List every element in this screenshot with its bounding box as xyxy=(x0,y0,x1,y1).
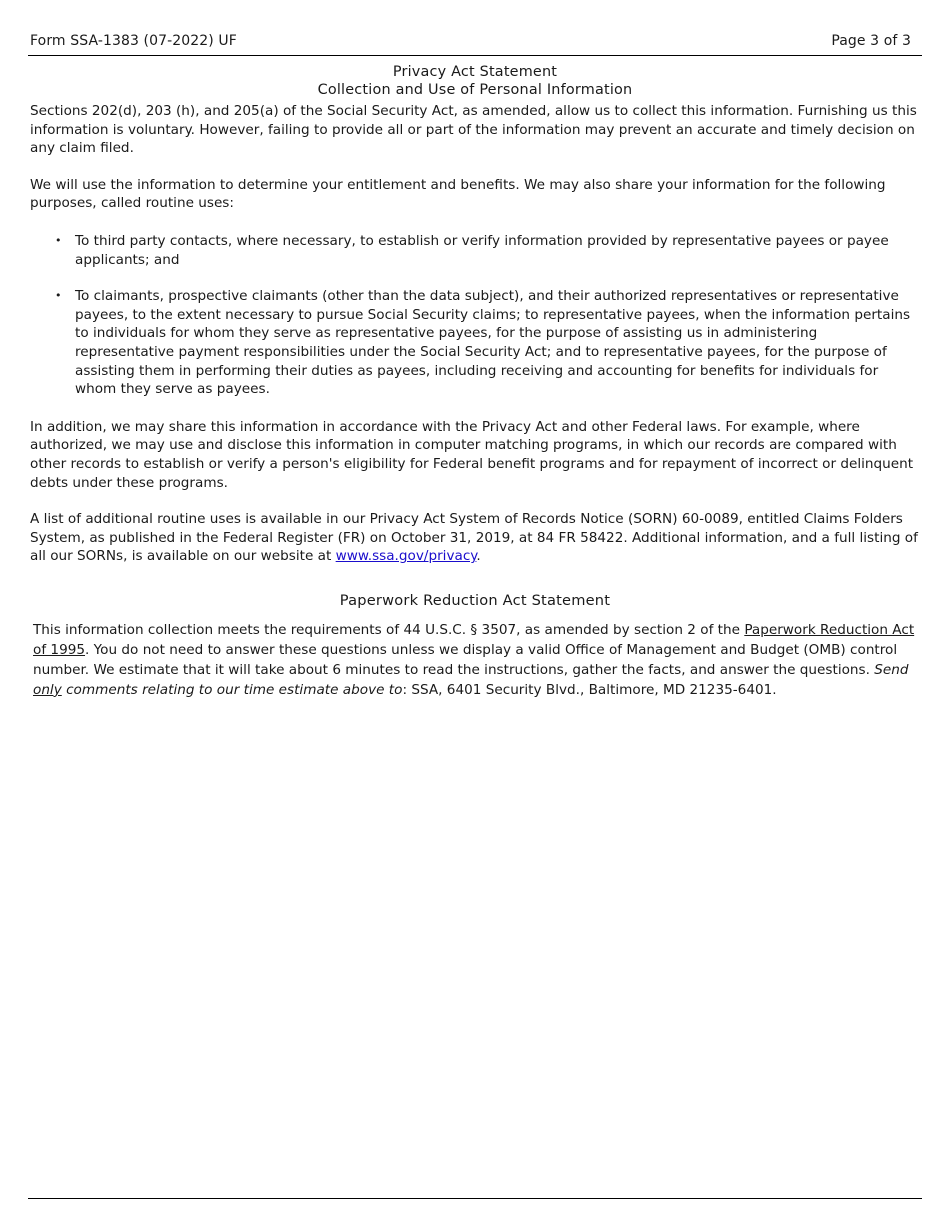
paperwork-reduction-title: Paperwork Reduction Act Statement xyxy=(339,591,611,609)
pra-comments-text: comments relating to our time estimate above to xyxy=(61,681,403,698)
privacy-paragraph-matching: In addition, we may share this information in accordance with the Privacy Act and other Federal laws. For example, where authorized, we may use and disclose this information in computer matching programs, in which our records are compared with other records to establish or verify a person's eligibility for Federal benefit programs and for repayment of incorrect or delinquent debts under these programs. xyxy=(30,418,914,491)
page-number: Page 3 of 3 xyxy=(831,33,911,49)
list-item xyxy=(30,232,920,269)
list-item xyxy=(30,287,920,399)
routine-use-text: To claimants, prospective claimants (other than the data subject), and their authorized representatives or representative payees, to the extent necessary to pursue Social Security claims; to representative payees, when the information pertains to individuals for whom they serve as representative payees, for the purpose of assisting us in administering representative payment responsibilities under the Social Security Act; and to representative payees, for the purpose of assisting them in performing their duties as payees, including receiving and accounting for benefits for individuals for whom they serve as payees. xyxy=(75,288,911,398)
paperwork-reduction-paragraph xyxy=(33,620,920,700)
pra-text-middle: . You do not need to answer these questions unless we display a valid Office of Management and Budget (OMB) control number. We estimate that it will take about 6 minutes to read the instructions, gather the facts, and answer the questions. xyxy=(33,641,898,678)
pra-act-reference: Paperwork Reduction Act of 1995 xyxy=(33,621,915,658)
footer-divider xyxy=(28,1198,922,1199)
privacy-act-title xyxy=(30,63,920,99)
sorn-text: A list of additional routine uses is available in our Privacy Act System of Records Notice (SORN) 60-0089, entitled Claims Folders System, as published in the Federal Register (FR) on October 31, 2019, at 84 FR 58422. Additional information, and a full listing of all our SORNs, is available on our website at xyxy=(30,511,918,565)
pra-only-text: only xyxy=(33,681,62,698)
privacy-paragraph-authority: Sections 202(d), 203 (h), and 205(a) of the Social Security Act, as amended, allow us to collect this information. Furnishing us this information is voluntary. However, failing to provide all or part of the information may prevent an accurate and timely decision on any claim filed. xyxy=(30,103,917,157)
bullet-icon: • xyxy=(55,233,62,247)
privacy-title-line1: Privacy Act Statement xyxy=(392,64,558,80)
privacy-website-link[interactable]: www.ssa.gov/privacy xyxy=(335,548,477,565)
document-body xyxy=(30,63,920,700)
pra-address: : SSA, 6401 Security Blvd., Baltimore, MD 21235-6401. xyxy=(402,681,777,698)
bullet-icon: • xyxy=(55,289,62,303)
pra-text-start: This information collection meets the requirements of 44 U.S.C. § 3507, as amended by section 2 of the xyxy=(33,621,745,638)
sorn-period: . xyxy=(476,548,481,565)
pra-send-text: Send xyxy=(874,661,909,678)
privacy-title-line2: Collection and Use of Personal Information xyxy=(317,82,633,98)
form-id: Form SSA-1383 (07-2022) UF xyxy=(30,33,237,49)
routine-uses-list xyxy=(30,232,920,399)
privacy-paragraph-uses-intro: We will use the information to determine your entitlement and benefits. We may also share your information for the following purposes, called routine uses: xyxy=(30,176,886,212)
page-header xyxy=(30,31,911,51)
header-divider xyxy=(28,55,922,56)
privacy-paragraph-sorn xyxy=(30,510,920,566)
routine-use-text: To third party contacts, where necessary, to establish or verify information provided by representative payees or payee applicants; and xyxy=(75,232,889,268)
